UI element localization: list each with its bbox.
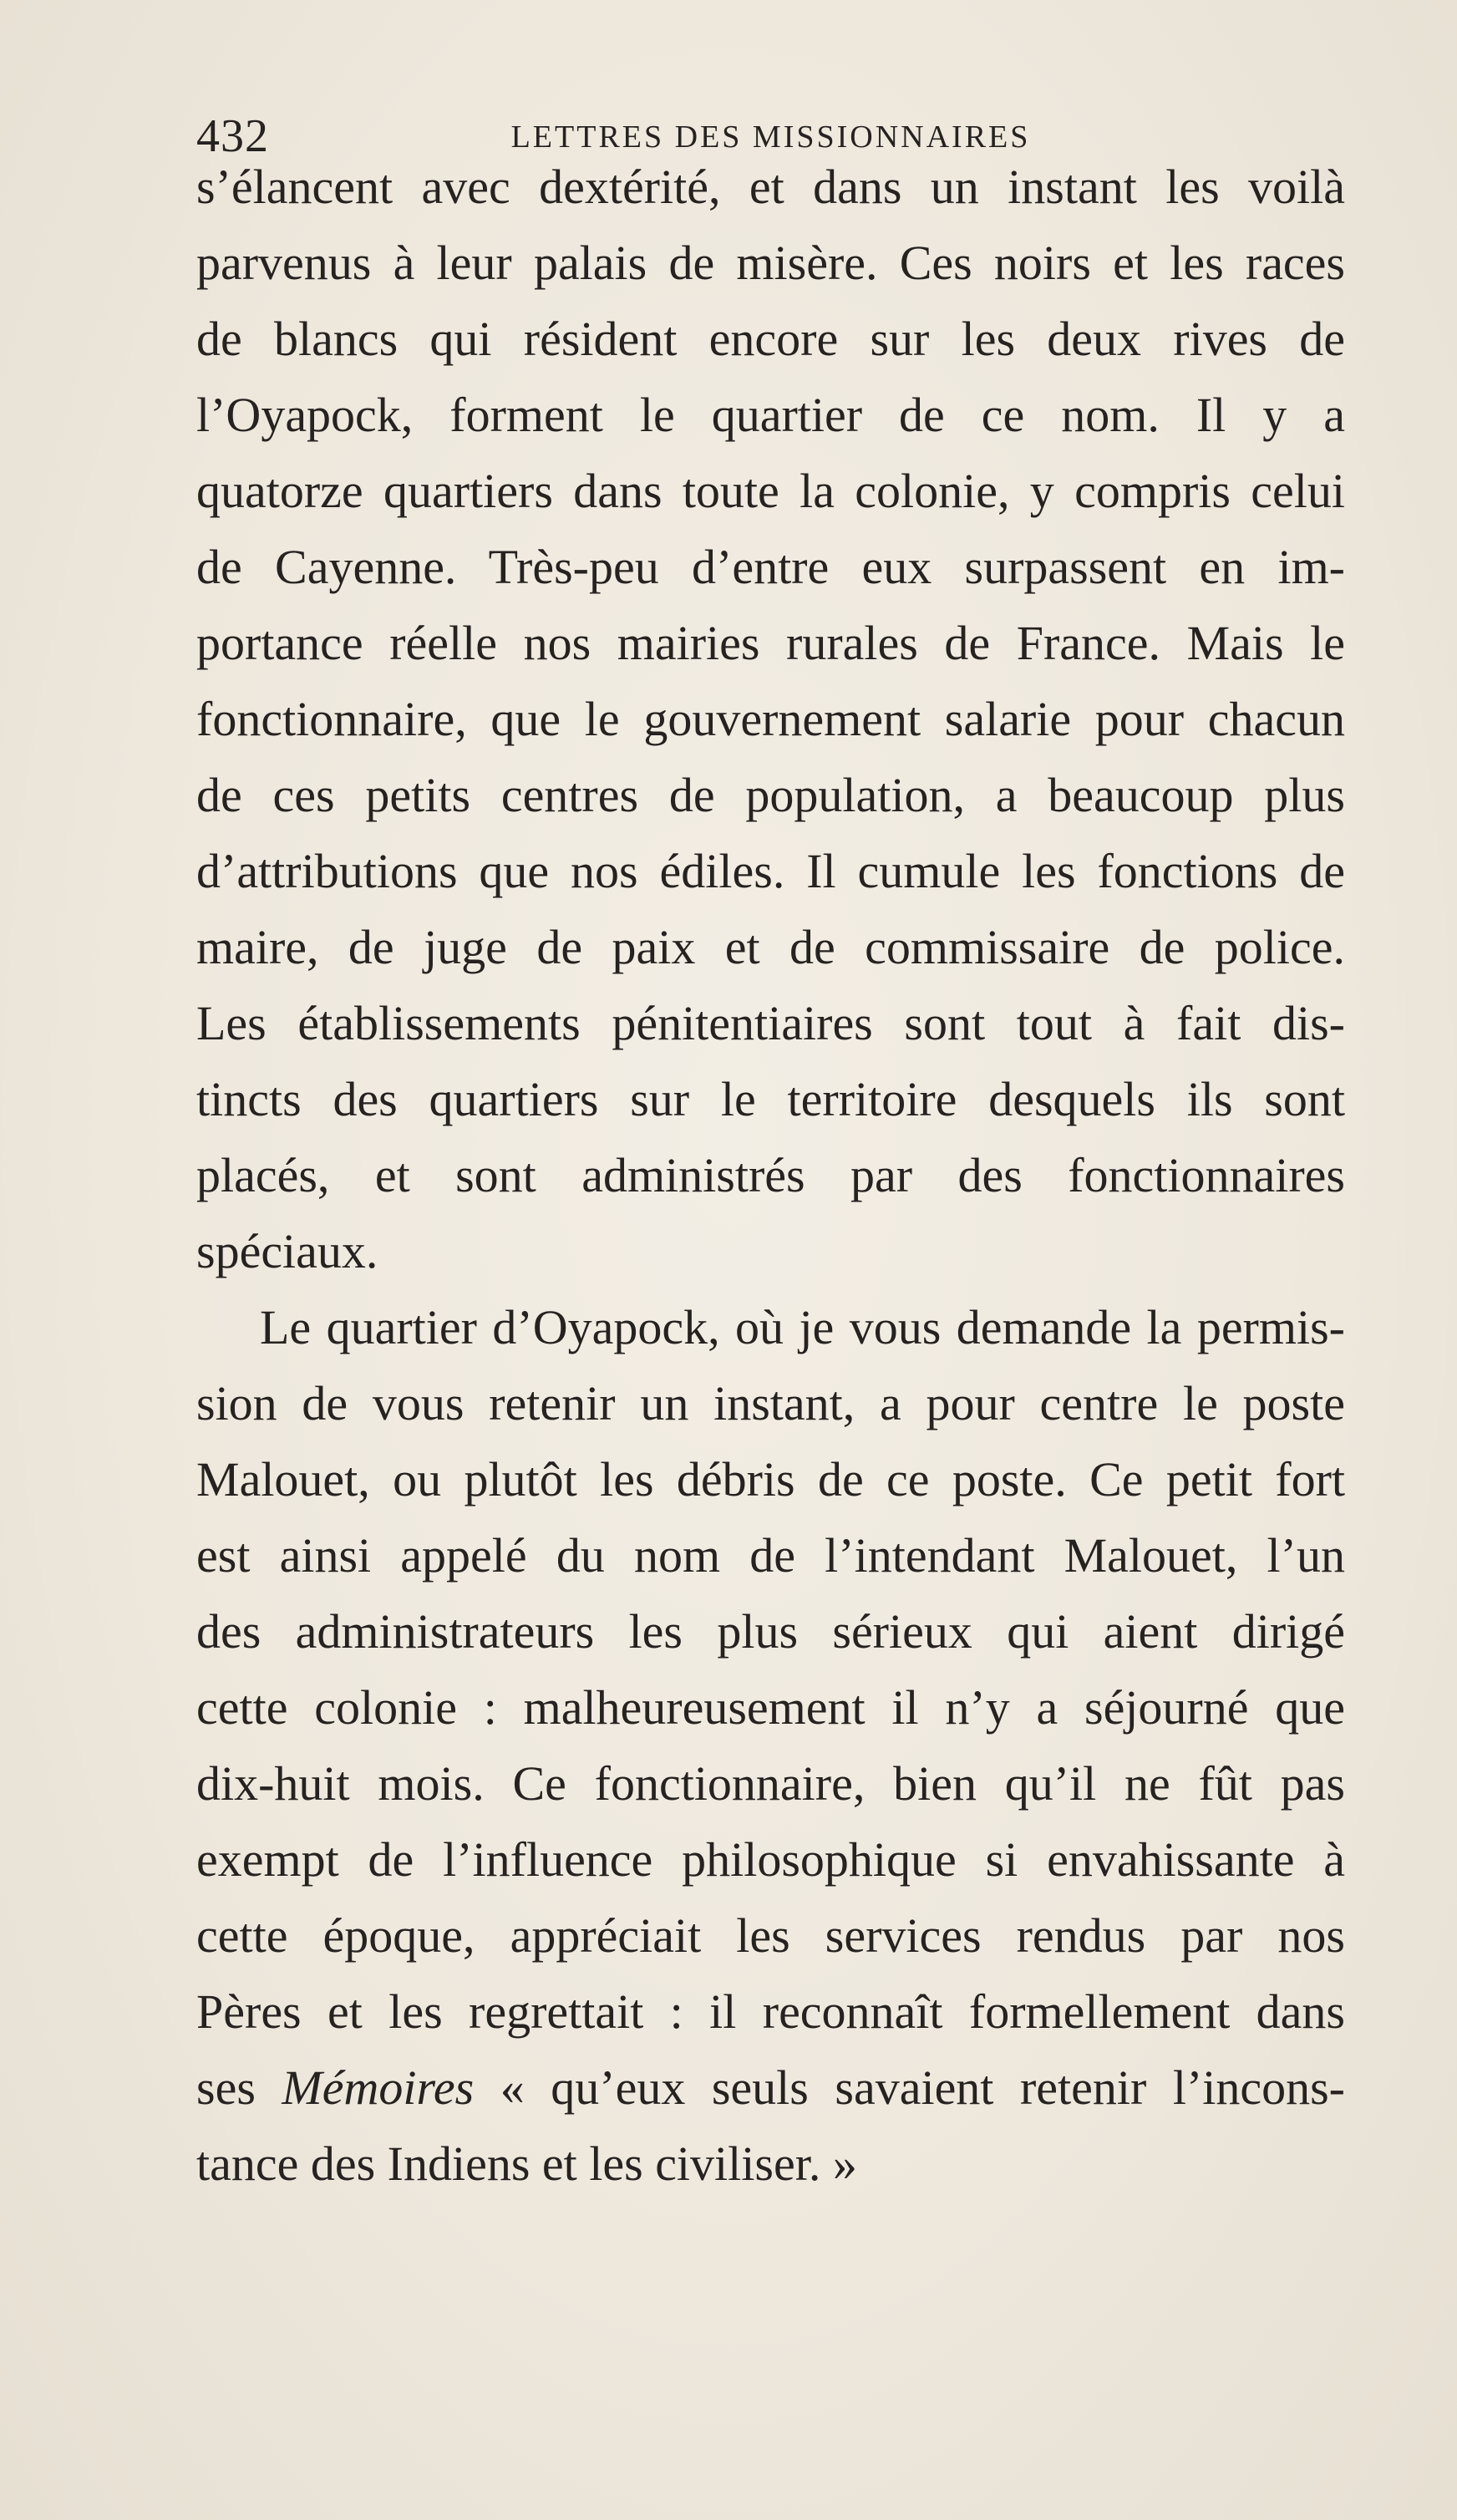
page-number: 432	[196, 110, 269, 162]
text-line: s’élancent avec dextérité, et dans un instant les voilà	[196, 160, 1345, 214]
text-fragment: « qu’eux seuls savaient retenir l’incons-	[474, 2060, 1345, 2115]
text-line: l’Oyapock, forment le quartier de ce nom. Il y a	[196, 388, 1345, 442]
text-line: sion de vous retenir un instant, a pour centre le poste	[196, 1376, 1345, 1430]
body-text	[196, 149, 1345, 2202]
text-line: exempt de l’influence philosophique si envahissante à	[196, 1832, 1345, 1887]
paragraph-1	[196, 149, 1345, 1289]
text-line-memoires	[196, 2050, 1345, 2126]
text-line: portance réelle nos mairies rurales de France. Mais le	[196, 616, 1345, 670]
text-line: spéciaux.	[196, 1224, 378, 1278]
text-line: cette colonie : malheureusement il n’y a séjourné que	[196, 1680, 1345, 1735]
text-line: de ces petits centres de population, a beaucoup plus	[196, 768, 1345, 822]
book-title-memoires: Mémoires	[282, 2060, 475, 2115]
text-fragment: ses	[196, 2060, 282, 2115]
text-line: fonctionnaire, que le gouvernement salarie pour chacun	[196, 692, 1345, 746]
text-line: parvenus à leur palais de misère. Ces noirs et les races	[196, 236, 1345, 290]
text-line: de blancs qui résident encore sur les deux rives de	[196, 312, 1345, 366]
text-line: cette époque, appréciait les services rendus par nos	[196, 1908, 1345, 1963]
paragraph-2	[196, 1289, 1345, 2202]
text-line: Malouet, ou plutôt les débris de ce poste. Ce petit fort	[196, 1452, 1345, 1506]
text-line: tance des Indiens et les civiliser. »	[196, 2136, 857, 2191]
text-line: placés, et sont administrés par des fonctionnaires	[196, 1148, 1345, 1202]
text-line: Pères et les regrettait : il reconnaît formellement dans	[196, 1984, 1345, 2039]
text-line: dix-huit mois. Ce fonctionnaire, bien qu’il ne fût pas	[196, 1756, 1345, 1811]
text-line: d’attributions que nos édiles. Il cumule les fonctions de	[196, 844, 1345, 898]
text-line: maire, de juge de paix et de commissaire de police.	[196, 920, 1345, 974]
text-line: tincts des quartiers sur le territoire desquels ils sont	[196, 1072, 1345, 1126]
text-line: est ainsi appelé du nom de l’intendant Malouet, l’un	[196, 1528, 1345, 1583]
text-line: Le quartier d’Oyapock, où je vous demande la permis-	[260, 1300, 1345, 1354]
text-line: de Cayenne. Très-peu d’entre eux surpassent en im-	[196, 540, 1345, 594]
text-line: quatorze quartiers dans toute la colonie, y compris celui	[196, 464, 1345, 518]
running-head: LETTRES DES MISSIONNAIRES	[510, 119, 1031, 155]
text-line: Les établissements pénitentiaires sont tout à fait dis-	[196, 996, 1345, 1050]
text-line: des administrateurs les plus sérieux qui aient dirigé	[196, 1604, 1345, 1659]
